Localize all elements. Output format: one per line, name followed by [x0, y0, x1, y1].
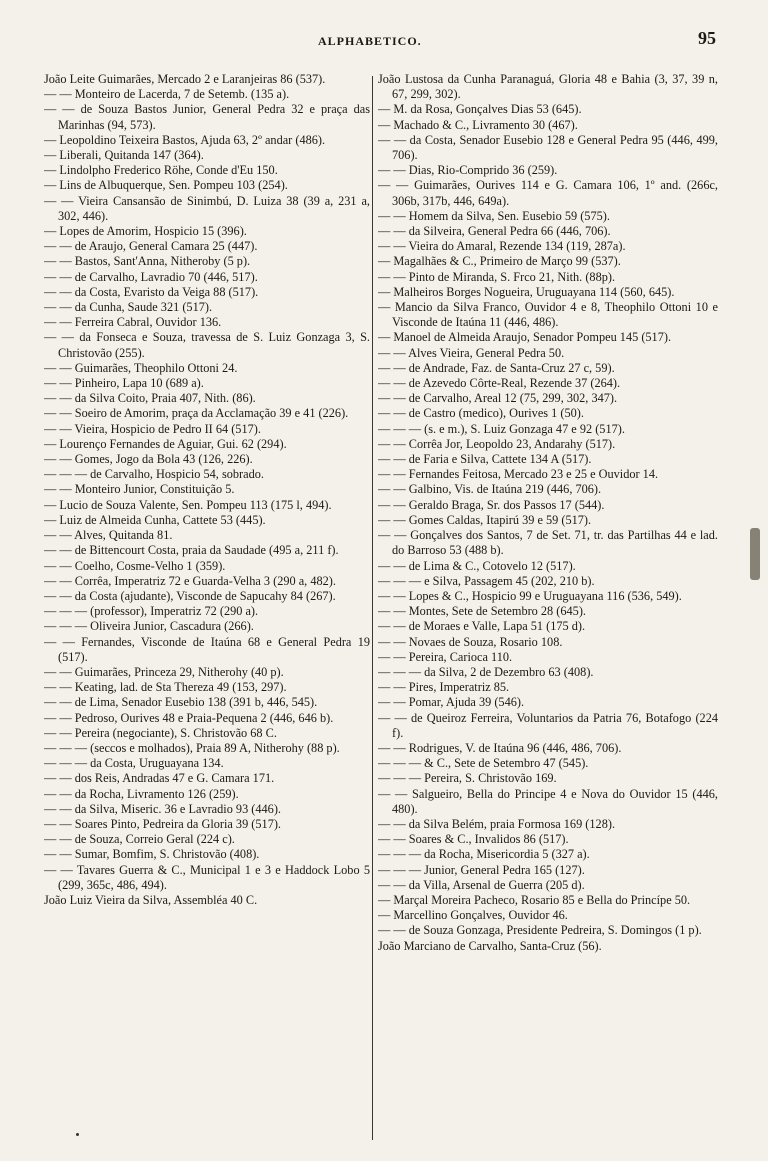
directory-entry: — — — (s. e m.), S. Luiz Gonzaga 47 e 92 (517).	[378, 421, 625, 436]
directory-entry: — — — da Silva, 2 de Dezembro 63 (408).	[378, 664, 594, 679]
directory-entry: João Leite Guimarães, Mercado 2 e Laranjeiras 86 (537).	[44, 72, 326, 86]
directory-entry: — — de Castro (medico), Ourives 1 (50).	[378, 406, 584, 421]
directory-entry: — Malheiros Borges Nogueira, Uruguayana 114 (560, 645).	[378, 284, 675, 299]
directory-entry: — Marçal Moreira Pacheco, Rosario 85 e Bella do Princípe 50.	[378, 892, 691, 907]
directory-entry: — — da Silva Coito, Praia 407, Nith. (86).	[44, 391, 256, 406]
directory-entry: — Magalhães & C., Primeiro de Março 99 (537).	[378, 254, 621, 269]
directory-entry: — — Keating, lad. de Sta Thereza 49 (153, 297).	[44, 680, 287, 695]
directory-entry: — M. da Rosa, Gonçalves Dias 53 (645).	[378, 102, 582, 117]
directory-entry: — — Pereira, Carioca 110.	[378, 649, 513, 664]
ink-speck	[76, 1133, 79, 1136]
directory-entry: — — Alves Vieira, General Pedra 50.	[378, 345, 565, 360]
directory-entry: — — Lopes & C., Hospicio 99 e Uruguayana 116 (536, 549).	[378, 588, 682, 603]
directory-entry: — — Vieira do Amaral, Rezende 134 (119, 287a).	[378, 239, 626, 254]
directory-entry: — — de Souza Bastos Junior, General Pedra 32 e praça das Marinhas (94, 573).	[44, 102, 370, 132]
directory-entry: — — de Lima & C., Cotovelo 12 (517).	[378, 558, 576, 573]
directory-entry: — — Salgueiro, Bella do Principe 4 e Nova do Ouvidor 15 (446, 480).	[378, 786, 718, 816]
directory-entry: — Lopes de Amorim, Hospicio 15 (396).	[44, 224, 247, 239]
directory-entry: — — de Lima, Senador Eusebio 138 (391 b, 446, 545).	[44, 695, 318, 710]
directory-entry: — Lins de Albuquerque, Sen. Pompeu 103 (254).	[44, 178, 288, 193]
directory-entry: — — de Faria e Silva, Cattete 134 A (517).	[378, 452, 592, 467]
directory-entry: — — Pinheiro, Lapa 10 (689 a).	[44, 376, 204, 391]
directory-entry: — — dos Reis, Andradas 47 e G. Camara 171.	[44, 771, 275, 786]
directory-entry: — Manoel de Almeida Araujo, Senador Pompeu 145 (517).	[378, 330, 672, 345]
directory-entry: — — — Pereira, S. Christovão 169.	[378, 771, 557, 786]
directory-entry: — — Corrêa, Imperatriz 72 e Guarda-Velha 3 (290 a, 482).	[44, 573, 336, 588]
directory-entry: — — da Silva Belém, praia Formosa 169 (128).	[378, 816, 616, 831]
directory-entry: — Lindolpho Frederico Röhe, Conde d'Eu 150.	[44, 163, 278, 178]
directory-entry: — — Galbino, Vis. de Itaúna 219 (446, 706).	[378, 482, 602, 497]
directory-entry: — — de Azevedo Côrte-Real, Rezende 37 (264).	[378, 376, 621, 391]
directory-entry: — — de Carvalho, Lavradio 70 (446, 517).	[44, 269, 258, 284]
directory-entry: — — Geraldo Braga, Sr. dos Passos 17 (544).	[378, 497, 605, 512]
directory-entry: — — Guimarães, Princeza 29, Nitherohy (40 p).	[44, 664, 284, 679]
directory-entry: — — — Junior, General Pedra 165 (127).	[378, 862, 585, 877]
directory-entry: — — da Silveira, General Pedra 66 (446, 706).	[378, 224, 611, 239]
directory-entry: — — Gomes, Jogo da Bola 43 (126, 226).	[44, 452, 253, 467]
directory-entry: — — Pedroso, Ourives 48 e Praia-Pequena 2 (446, 646 b).	[44, 710, 334, 725]
directory-entry: — — Pinto de Miranda, S. Frco 21, Nith. (88p).	[378, 269, 616, 284]
directory-entry: — — de Moraes e Valle, Lapa 51 (175 d).	[378, 619, 586, 634]
directory-entry: — — Corrêa Jor, Leopoldo 23, Andarahy (517).	[378, 436, 616, 451]
directory-entry: — — Vieira, Hospicio de Pedro II 64 (517).	[44, 421, 261, 436]
directory-entry: — — da Rocha, Livramento 126 (259).	[44, 786, 239, 801]
directory-entry: — — — e Silva, Passagem 45 (202, 210 b).	[378, 573, 595, 588]
directory-entry: João Marciano de Carvalho, Santa-Cruz (56).	[378, 938, 602, 953]
directory-entry: — Liberali, Quitanda 147 (364).	[44, 148, 204, 163]
directory-entry: João Luiz Vieira da Silva, Assembléa 40 C.	[44, 892, 258, 907]
directory-entry: — Luiz de Almeida Cunha, Cattete 53 (445).	[44, 512, 266, 527]
directory-entry: — — da Costa (ajudante), Visconde de Sapucahy 84 (267).	[44, 588, 336, 603]
column-divider	[372, 76, 373, 1140]
directory-entry: — — Soares & C., Invalidos 86 (517).	[378, 832, 569, 847]
running-title: ALPHABETICO.	[318, 34, 422, 48]
directory-entry: — — de Araujo, General Camara 25 (447).	[44, 239, 258, 254]
directory-entry: — — — de Carvalho, Hospicio 54, sobrado.	[44, 467, 264, 482]
directory-entry: — — da Cunha, Saude 321 (517).	[44, 300, 213, 315]
page-number: 95	[698, 28, 716, 48]
directory-entry: — — Pires, Imperatriz 85.	[378, 680, 510, 695]
directory-entry: — — Pomar, Ajuda 39 (546).	[378, 695, 525, 710]
directory-entry: — — Bastos, Sant'Anna, Nitheroby (5 p).	[44, 254, 251, 269]
directory-entry: — — — da Rocha, Misericordia 5 (327 a).	[378, 847, 590, 862]
directory-entry: — — Gonçalves dos Santos, 7 de Set. 71, tr. das Partilhas 44 e lad. do Barroso 53 (488 b).	[378, 528, 718, 558]
directory-entry: — — Gomes Caldas, Itapirú 39 e 59 (517).	[378, 512, 592, 527]
directory-entry: — — Alves, Quitanda 81.	[44, 528, 173, 543]
directory-entry: — — Coelho, Cosme-Velho 1 (359).	[44, 558, 226, 573]
directory-entry: — Marcellino Gonçalves, Ouvidor 46.	[378, 908, 568, 923]
directory-entry: — — de Souza, Correio Geral (224 c).	[44, 832, 235, 847]
directory-entry: — Machado & C., Livramento 30 (467).	[378, 117, 578, 132]
directory-entry: — — Fernandes Feitosa, Mercado 23 e 25 e Ouvidor 14.	[378, 467, 659, 482]
page-header	[0, 30, 768, 50]
directory-entry: — — Rodrigues, V. de Itaúna 96 (446, 486, 706).	[378, 740, 622, 755]
directory-entry: — — Monteiro de Lacerda, 7 de Setemb. (135 a).	[44, 87, 290, 102]
directory-entry: — — — (professor), Imperatriz 72 (290 a).	[44, 604, 259, 619]
right-column	[378, 72, 718, 1142]
directory-entry: — Leopoldino Teixeira Bastos, Ajuda 63, 2º andar (486).	[44, 132, 326, 147]
directory-entry: — — Ferreira Cabral, Ouvidor 136.	[44, 315, 222, 330]
directory-entry: — — Pereira (negociante), S. Christovão 68 C.	[44, 725, 277, 740]
directory-entry: — — Homem da Silva, Sen. Eusebio 59 (575).	[378, 208, 610, 223]
directory-entry: — — Fernandes, Visconde de Itaúna 68 e General Pedra 19 (517).	[44, 634, 370, 664]
directory-entry: — Mancio da Silva Franco, Ouvidor 4 e 8, Theophilo Ottoni 10 e Visconde de Itaúna 11 (446, 486).	[378, 300, 718, 330]
directory-entry: — — de Carvalho, Areal 12 (75, 299, 302, 347).	[378, 391, 618, 406]
directory-entry: — — — Oliveira Junior, Cascadura (266).	[44, 619, 254, 634]
directory-entry: — — Guimarães, Ourives 114 e G. Camara 106, 1º and. (266c, 306b, 317b, 446, 649a).	[378, 178, 718, 208]
directory-entry: — — Soeiro de Amorim, praça da Acclamação 39 e 41 (226).	[44, 406, 349, 421]
directory-entry: — — Sumar, Bomfim, S. Christovão (408).	[44, 847, 260, 862]
directory-entry: João Lustosa da Cunha Paranaguá, Gloria 48 e Bahia (3, 37, 39 n, 67, 299, 302).	[378, 72, 718, 102]
directory-entry: — Lourenço Fernandes de Aguiar, Gui. 62 (294).	[44, 436, 287, 451]
directory-entry: — — Montes, Sete de Setembro 28 (645).	[378, 604, 586, 619]
directory-entry: — — da Costa, Evaristo da Veiga 88 (517).	[44, 284, 259, 299]
directory-entry: — — de Bittencourt Costa, praia da Saudade (495 a, 211 f).	[44, 543, 339, 558]
directory-entry: — — da Fonseca e Souza, travessa de S. Luiz Gonzaga 3, S. Christovão (255).	[44, 330, 370, 360]
page-edge-mark	[750, 528, 760, 580]
directory-entry: — — Monteiro Junior, Constituição 5.	[44, 482, 235, 497]
directory-entry: — — Tavares Guerra & C., Municipal 1 e 3 e Haddock Lobo 5 (299, 365c, 486, 494).	[44, 862, 370, 892]
directory-entry: — Lucio de Souza Valente, Sen. Pompeu 113 (175 l, 494).	[44, 497, 332, 512]
left-column	[44, 72, 370, 1142]
directory-entry: — — da Silva, Miseric. 36 e Lavradio 93 (446).	[44, 801, 282, 816]
directory-entry: — — Dias, Rio-Comprido 36 (259).	[378, 163, 558, 178]
directory-entry: — — de Souza Gonzaga, Presidente Pedreira, S. Domingos (1 p).	[378, 923, 702, 938]
directory-entry: — — da Costa, Senador Eusebio 128 e General Pedra 95 (446, 499, 706).	[378, 132, 718, 163]
directory-entry: — — da Villa, Arsenal de Guerra (205 d).	[378, 877, 585, 892]
directory-entry: — — — & C., Sete de Setembro 47 (545).	[378, 756, 589, 771]
directory-entry: — — de Queiroz Ferreira, Voluntarios da Patria 76, Botafogo (224 f).	[378, 710, 718, 740]
directory-entry: — — — da Costa, Uruguayana 134.	[44, 756, 224, 771]
directory-entry: — — Vieira Cansansão de Sinimbú, D. Luiza 38 (39 a, 231 a, 302, 446).	[44, 193, 370, 223]
directory-entry: — — Soares Pinto, Pedreira da Gloria 39 (517).	[44, 816, 282, 831]
directory-entry: — — Novaes de Souza, Rosario 108.	[378, 634, 563, 649]
directory-entry: — — — (seccos e molhados), Praia 89 A, Nitherohy (88 p).	[44, 740, 340, 755]
directory-entry: — — Guimarães, Theophilo Ottoni 24.	[44, 360, 238, 375]
directory-entry: — — de Andrade, Faz. de Santa-Cruz 27 c, 59).	[378, 360, 615, 375]
